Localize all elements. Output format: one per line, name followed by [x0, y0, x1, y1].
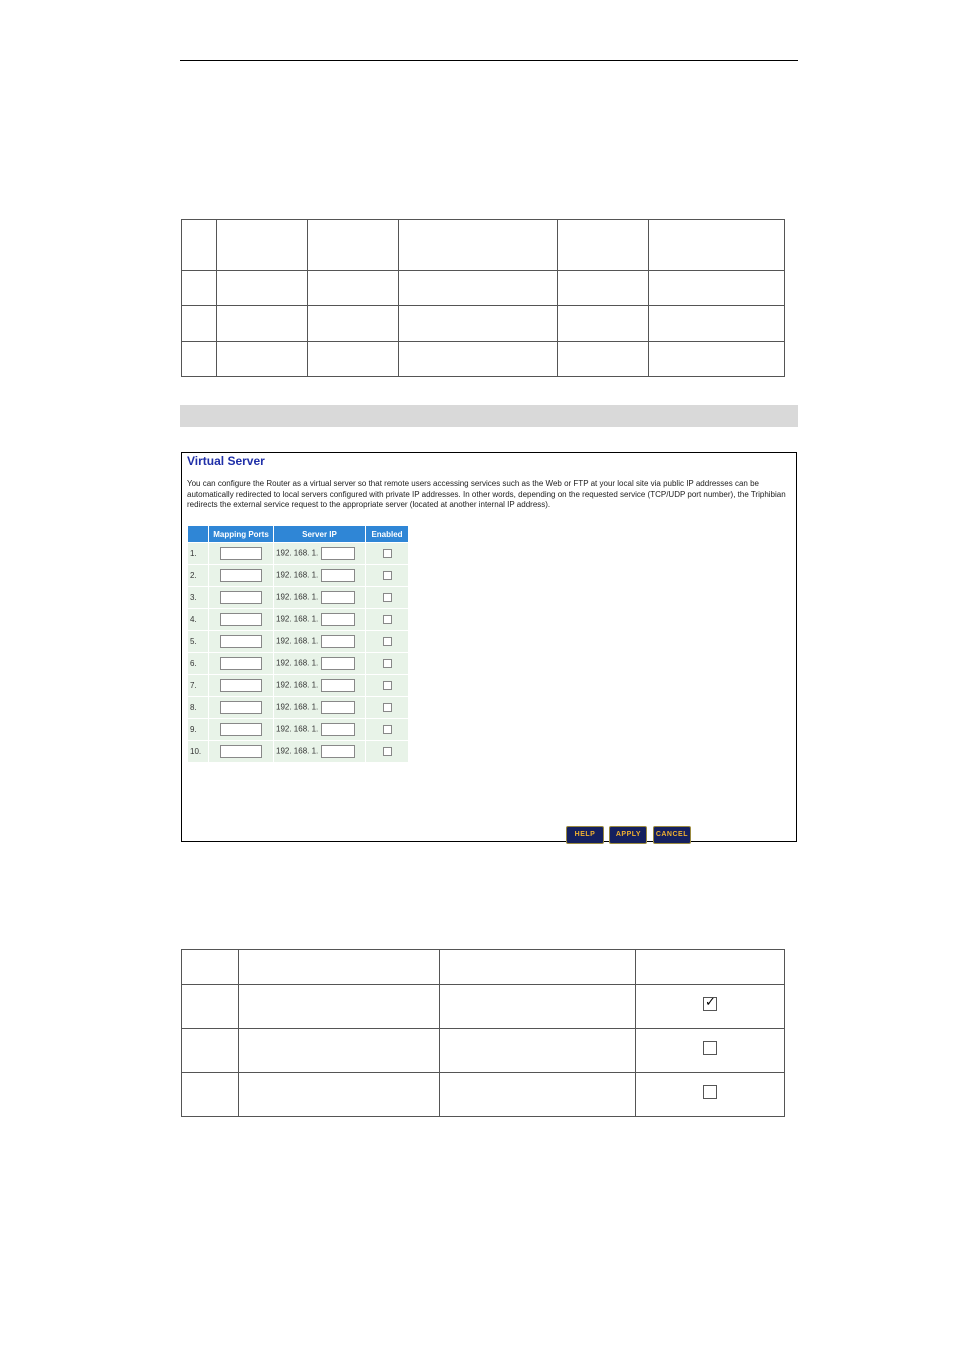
table-row — [188, 741, 408, 762]
col-enabled: Enabled — [366, 526, 408, 542]
row-index: 1. — [188, 543, 208, 564]
header-rule — [180, 60, 798, 61]
table-row — [188, 609, 408, 630]
ip-prefix: 192. 168. 1. — [276, 592, 319, 602]
virtual-server-table — [187, 525, 409, 763]
row-index: 6. — [188, 653, 208, 674]
table-row — [188, 675, 408, 696]
row-index: 3. — [188, 587, 208, 608]
ip-prefix: 192. 168. 1. — [276, 570, 319, 580]
row-index: 9. — [188, 719, 208, 740]
table-row — [188, 631, 408, 652]
server-ip-input[interactable] — [321, 657, 355, 670]
ip-prefix: 192. 168. 1. — [276, 636, 319, 646]
col-mapping-ports: Mapping Ports — [209, 526, 273, 542]
table-row — [188, 587, 408, 608]
checkbox-unchecked[interactable] — [703, 1041, 717, 1055]
col-index — [188, 526, 208, 542]
col-server-ip: Server IP — [274, 526, 365, 542]
row-index: 5. — [188, 631, 208, 652]
server-ip-input[interactable] — [321, 679, 355, 692]
help-button[interactable]: HELP — [566, 826, 604, 844]
ip-prefix: 192. 168. 1. — [276, 702, 319, 712]
enabled-checkbox[interactable] — [383, 725, 392, 734]
empty-table-top — [181, 219, 785, 377]
mapping-ports-input[interactable] — [220, 635, 262, 648]
mapping-ports-input[interactable] — [220, 723, 262, 736]
ip-prefix: 192. 168. 1. — [276, 658, 319, 668]
mapping-ports-input[interactable] — [220, 679, 262, 692]
server-ip-input[interactable] — [321, 723, 355, 736]
apply-button[interactable]: APPLY — [609, 826, 647, 844]
server-ip-input[interactable] — [321, 547, 355, 560]
enabled-checkbox[interactable] — [383, 659, 392, 668]
virtual-server-screenshot — [181, 452, 797, 842]
section-heading-bar — [180, 405, 798, 427]
enabled-checkbox[interactable] — [383, 747, 392, 756]
server-ip-input[interactable] — [321, 635, 355, 648]
description: You can configure the Router as a virtual server so that remote users accessing services such as the Web or FTP at your local site via public IP addresses can be automatically redirected to local servers configured with private IP addresses. In other words, depending on the requested service (TCP/UDP port number), the Triphibian redirects the external service request to the appropriate server (located at another internal IP address). — [187, 479, 786, 509]
mapping-ports-input[interactable] — [220, 591, 262, 604]
button-bar — [566, 823, 692, 844]
cancel-button[interactable]: CANCEL — [653, 826, 691, 844]
enabled-checkbox[interactable] — [383, 549, 392, 558]
enabled-checkbox[interactable] — [383, 615, 392, 624]
ip-prefix: 192. 168. 1. — [276, 746, 319, 756]
ip-prefix: 192. 168. 1. — [276, 548, 319, 558]
ip-prefix: 192. 168. 1. — [276, 680, 319, 690]
enabled-checkbox[interactable] — [383, 681, 392, 690]
row-index: 4. — [188, 609, 208, 630]
ip-prefix: 192. 168. 1. — [276, 614, 319, 624]
mapping-ports-input[interactable] — [220, 547, 262, 560]
server-ip-input[interactable] — [321, 591, 355, 604]
row-index: 8. — [188, 697, 208, 718]
server-ip-input[interactable] — [321, 613, 355, 626]
table-row — [188, 543, 408, 564]
mapping-ports-input[interactable] — [220, 745, 262, 758]
check-mark-icon: ✓ — [705, 994, 716, 1009]
mapping-ports-input[interactable] — [220, 657, 262, 670]
page-title: Virtual Server — [187, 454, 265, 468]
enabled-checkbox[interactable] — [383, 637, 392, 646]
mapping-ports-input[interactable] — [220, 701, 262, 714]
row-index: 2. — [188, 565, 208, 586]
enabled-checkbox[interactable] — [383, 593, 392, 602]
table-row — [188, 719, 408, 740]
server-ip-input[interactable] — [321, 701, 355, 714]
empty-table-bottom — [181, 949, 785, 1117]
table-row — [188, 653, 408, 674]
checkbox-checked[interactable] — [703, 994, 717, 1011]
mapping-ports-input[interactable] — [220, 569, 262, 582]
ip-prefix: 192. 168. 1. — [276, 724, 319, 734]
mapping-ports-input[interactable] — [220, 613, 262, 626]
row-index: 7. — [188, 675, 208, 696]
server-ip-input[interactable] — [321, 745, 355, 758]
enabled-checkbox[interactable] — [383, 703, 392, 712]
enabled-checkbox[interactable] — [383, 571, 392, 580]
server-ip-input[interactable] — [321, 569, 355, 582]
table-row — [188, 697, 408, 718]
checkbox-unchecked[interactable] — [703, 1085, 717, 1099]
row-index: 10. — [188, 741, 208, 762]
table-row — [188, 565, 408, 586]
